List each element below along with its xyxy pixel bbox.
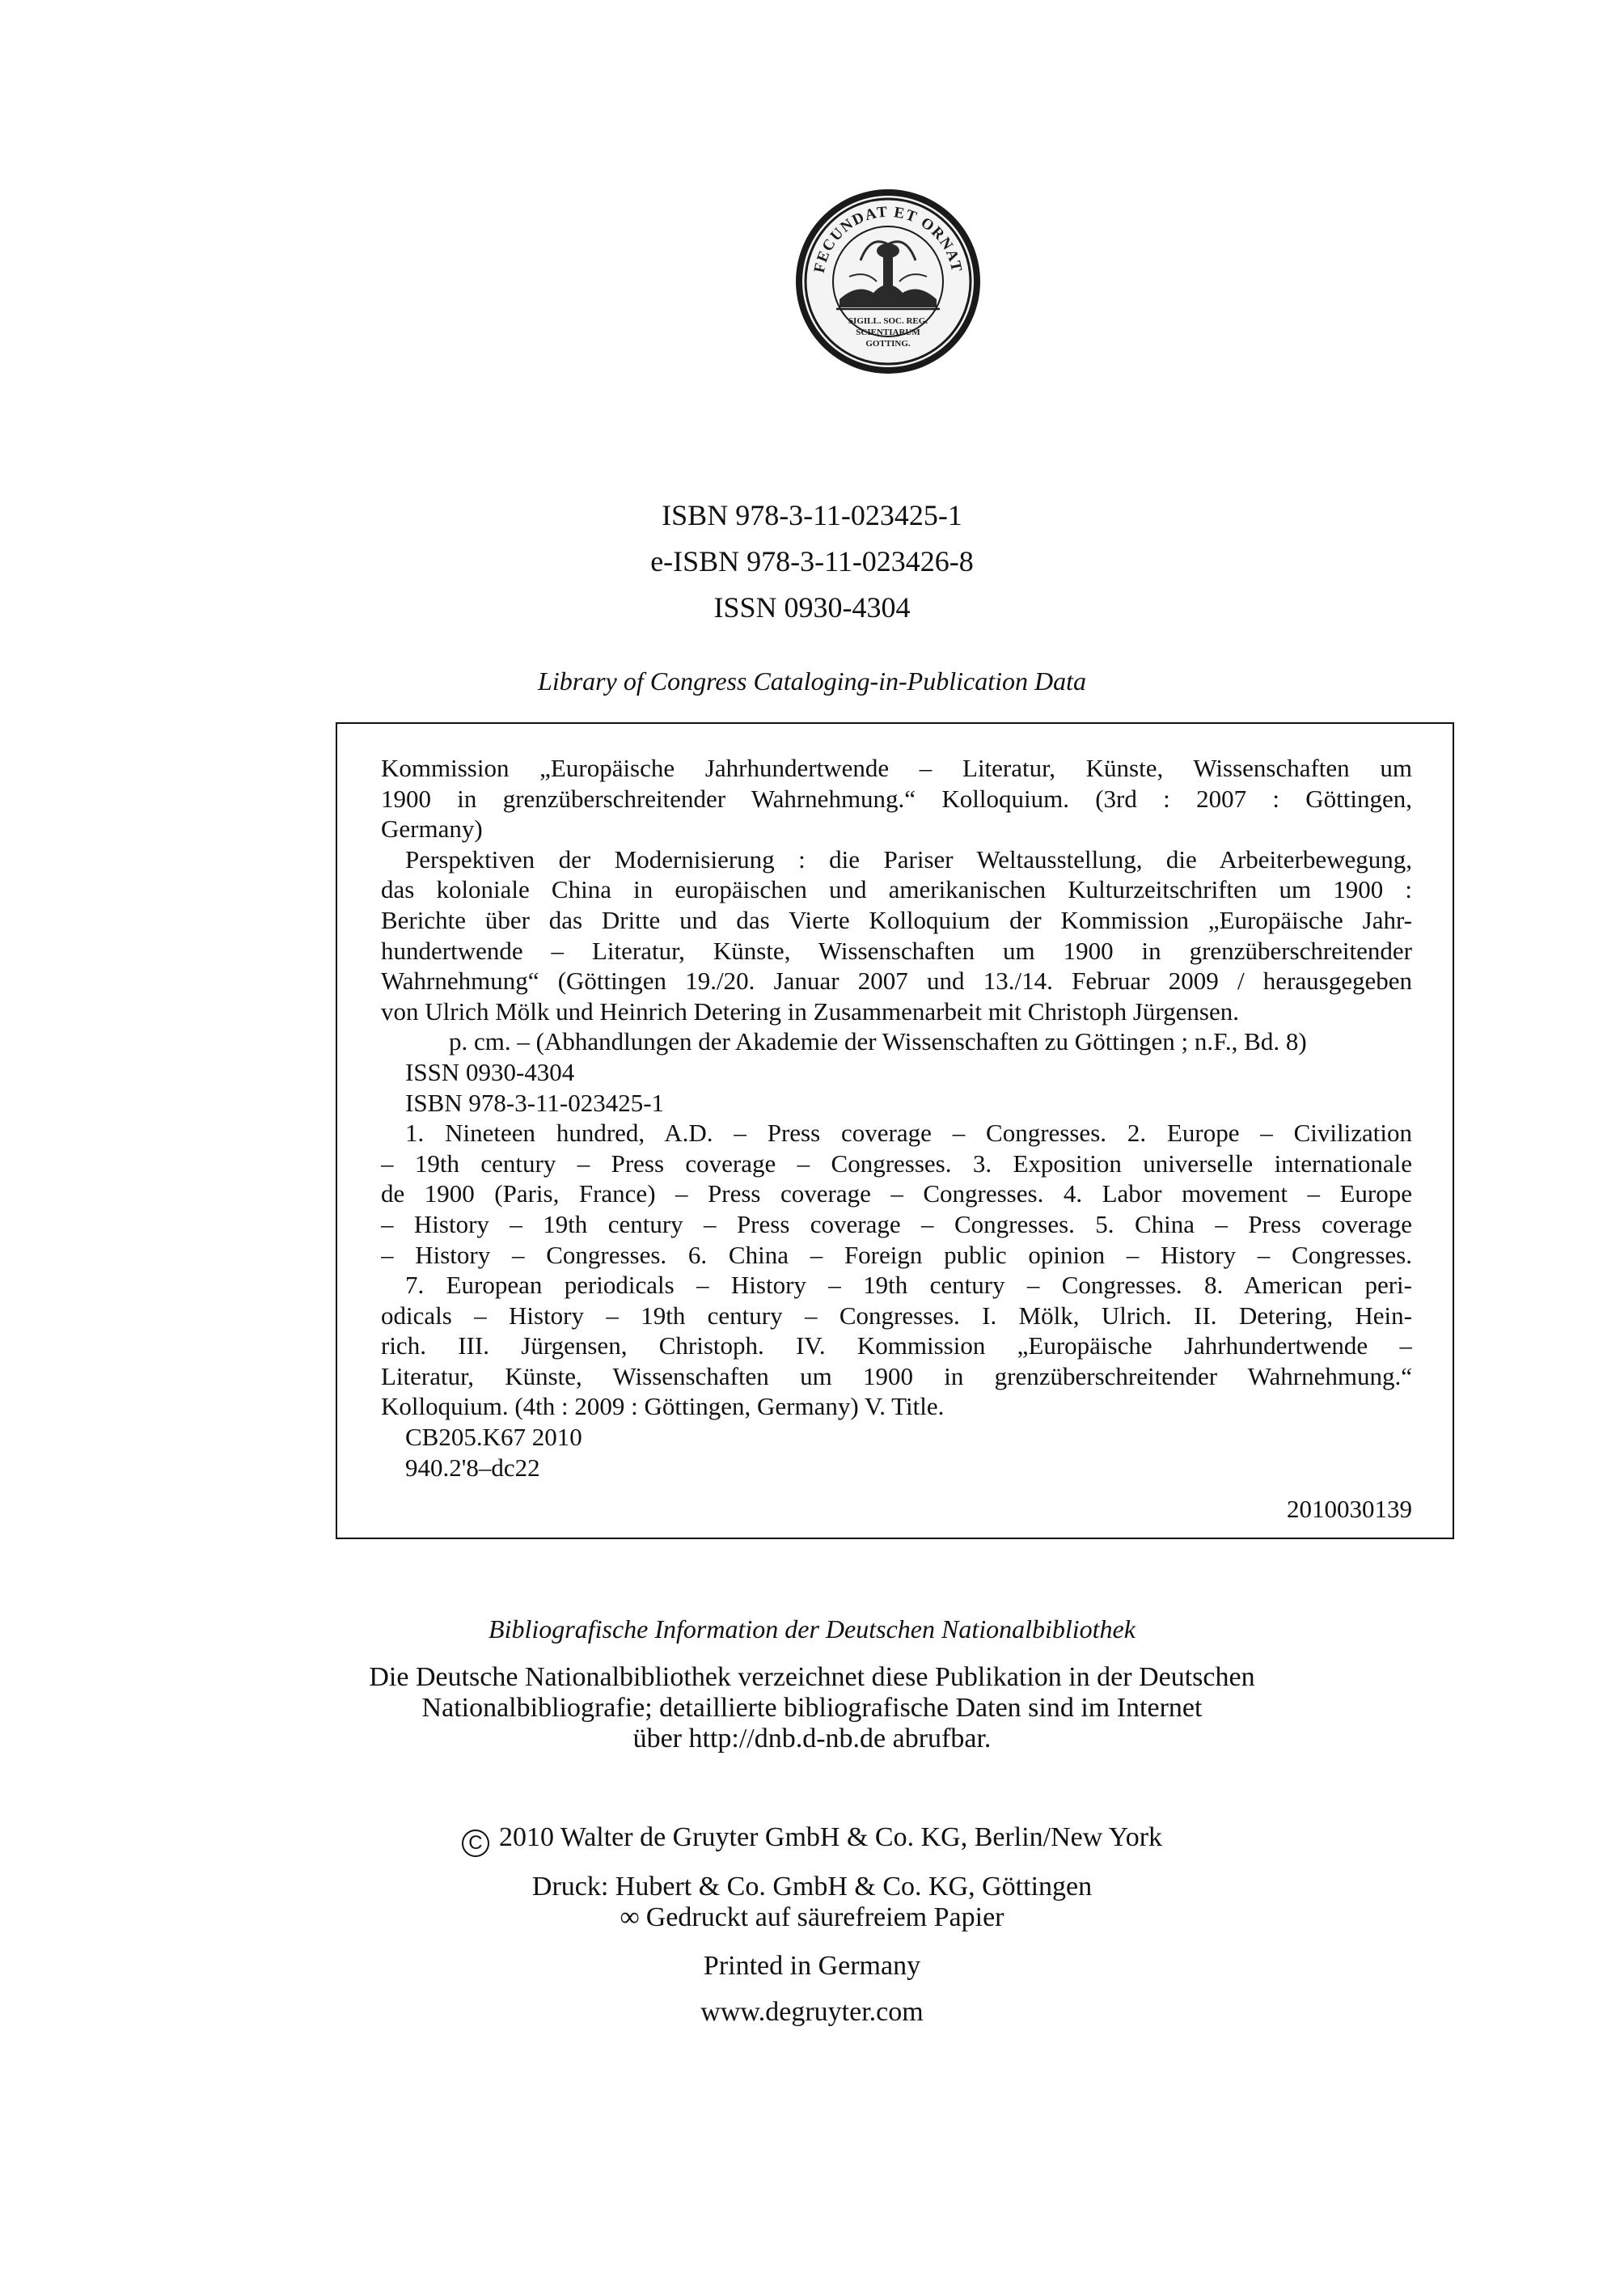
cip-line: – History – 19th century – Press coverage – Congresses. 5. China – Press coverage <box>381 1209 1412 1238</box>
e-isbn: e-ISBN 978-3-11-023426-8 <box>650 545 974 577</box>
cip-data-text <box>381 753 1412 1525</box>
society-seal-icon <box>793 186 983 377</box>
paper-line <box>0 1902 1624 1933</box>
dnb-text-line-1: Die Deutsche Nationalbibliothek verzeichnet diese Publikation in der Deutschen <box>369 1662 1255 1692</box>
cip-line: Literatur, Künste, Wissenschaften um 1900 in grenzüberschreitender Wahrnehmung.“ <box>381 1361 1412 1390</box>
printed-in-line: Printed in Germany <box>703 1951 921 1981</box>
dnb-text-line-3: über http://dnb.d-nb.de abrufbar. <box>632 1724 992 1754</box>
dnb-text-line-2: Nationalbibliografie; detaillierte bibliografische Daten sind im Internet <box>421 1693 1203 1723</box>
website-line: www.degruyter.com <box>700 1997 924 2027</box>
cip-line: – History – Congresses. 6. China – Foreign public opinion – History – Congresses. <box>381 1240 1412 1269</box>
printer-line: Druck: Hubert & Co. GmbH & Co. KG, Göttingen <box>531 1872 1093 1902</box>
dnb-heading: Bibliografische Information der Deutschen Nationalbibliothek <box>488 1614 1136 1644</box>
cip-line: Germany) <box>381 814 483 844</box>
cip-line: rich. III. Jürgensen, Christoph. IV. Kommission „Europäische Jahrhundertwende – <box>381 1331 1412 1360</box>
issn: ISSN 0930-4304 <box>713 591 911 624</box>
cip-line: Kommission „Europäische Jahrhundertwende – Literatur, Künste, Wissenschaften um <box>381 754 1412 782</box>
cip-line: Berichte über das Dritte und das Vierte Kolloquium der Kommission „Europäische Jahr- <box>381 905 1412 934</box>
cip-line: 7. European periodicals – History – 19th century – Congresses. 8. American peri- <box>405 1271 1412 1300</box>
copyright-text: 2010 Walter de Gruyter GmbH & Co. KG, Berlin/New York <box>498 1822 1163 1852</box>
cip-line: 1900 in grenzüberschreitender Wahrnehmung.“ Kolloquium. (3rd : 2007 : Göttingen, <box>381 784 1412 813</box>
cip-line: ISBN 978-3-11-023425-1 <box>405 1088 665 1117</box>
cip-line: p. cm. – (Abhandlungen der Akademie der Wissenschaften zu Göttingen ; n.F., Bd. 8) <box>449 1027 1307 1056</box>
cip-line: Kolloquium. (4th : 2009 : Göttingen, Germany) V. Title. <box>381 1392 945 1421</box>
cip-data-box <box>336 722 1454 1539</box>
copyright-icon: C <box>462 1830 489 1857</box>
paper-text: Gedruckt auf säurefreiem Papier <box>645 1902 1004 1932</box>
society-seal <box>793 186 983 377</box>
cip-line: de 1900 (Paris, France) – Press coverage – Congresses. 4. Labor movement – Europe <box>381 1179 1412 1208</box>
cip-line: 1. Nineteen hundred, A.D. – Press coverage – Congresses. 2. Europe – Civilization <box>405 1119 1412 1148</box>
seal-legend-line-2: SCIENTIARUM <box>856 328 920 337</box>
lc-cip-heading: Library of Congress Cataloging-in-Publication Data <box>538 666 1086 696</box>
infinity-icon: ∞ <box>620 1902 640 1932</box>
cip-line: CB205.K67 2010 <box>405 1423 582 1452</box>
seal-motto: FECUNDAT ET ORNAT <box>810 203 966 275</box>
cip-line: – 19th century – Press coverage – Congresses. 3. Exposition universelle internationale <box>381 1149 1412 1178</box>
cip-line: ISSN 0930-4304 <box>405 1057 575 1086</box>
cip-line: von Ulrich Mölk und Heinrich Detering in Zusammenarbeit mit Christoph Jürgensen. <box>381 996 1239 1026</box>
cip-line: Wahrnehmung“ (Göttingen 19./20. Januar 2007 und 13./14. Februar 2009 / herausgegeben <box>381 967 1412 996</box>
cip-line: odicals – History – 19th century – Congresses. I. Mölk, Ulrich. II. Detering, Hein- <box>381 1301 1412 1330</box>
cip-line: das koloniale China in europäischen und amerikanischen Kulturzeitschriften um 1900 : <box>381 875 1412 904</box>
cip-line: Perspektiven der Modernisierung : die Pariser Weltausstellung, die Arbeiterbewegung, <box>405 844 1412 874</box>
copyright-line <box>0 1822 1624 1857</box>
cip-lccn: 2010030139 <box>1287 1495 1412 1524</box>
seal-legend-line-1: SIGILL. SOC. REG. <box>848 316 928 326</box>
cip-line: hundertwende – Literatur, Künste, Wissenschaften um 1900 in grenzüberschreitender <box>381 936 1412 965</box>
seal-legend-line-3: GOTTING. <box>865 339 911 349</box>
isbn: ISBN 978-3-11-023425-1 <box>662 499 962 531</box>
cip-line: 940.2'8–dc22 <box>405 1453 540 1482</box>
